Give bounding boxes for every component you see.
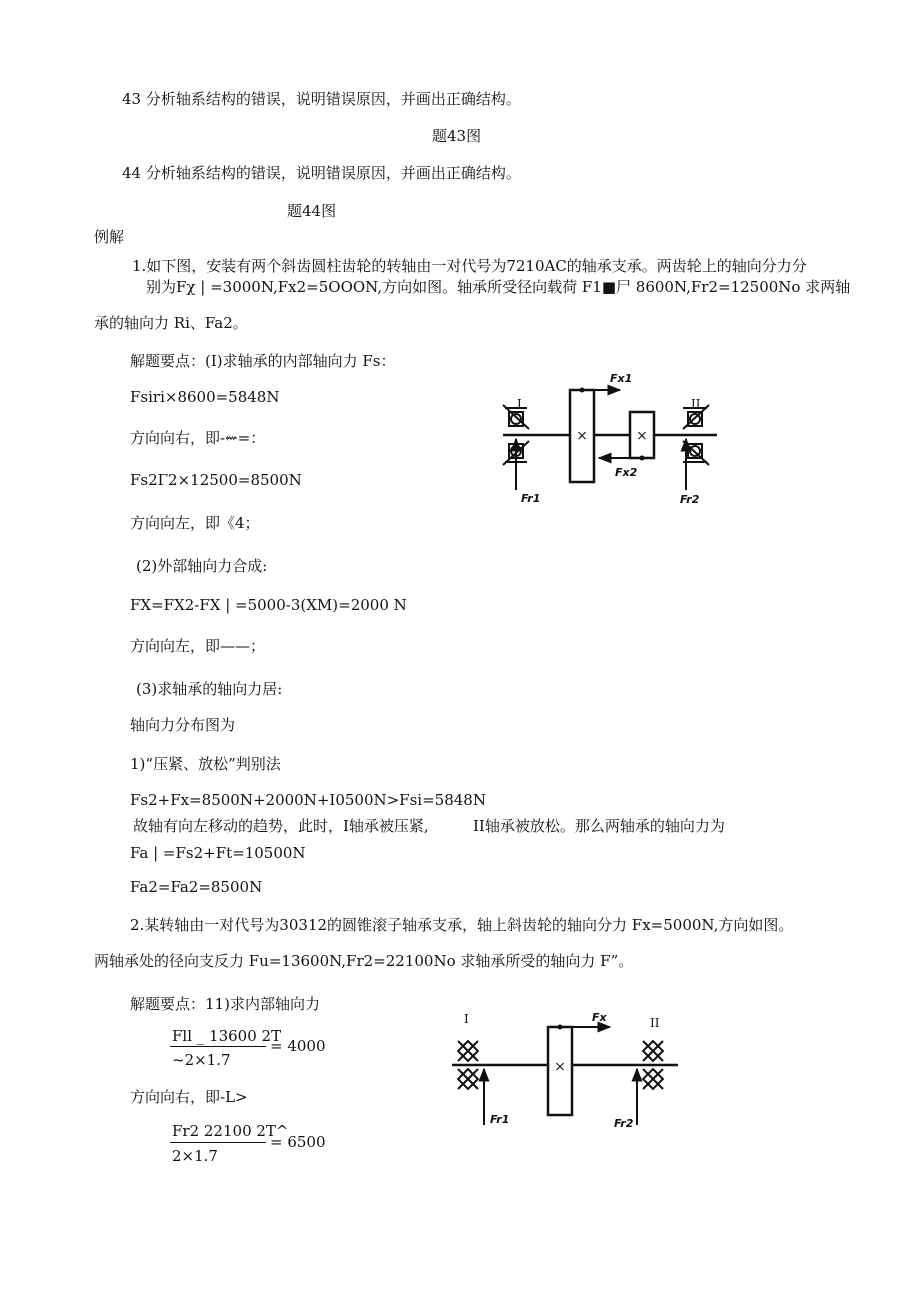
- svg-text:×: ×: [636, 428, 648, 444]
- diagram1-fx1-label: Fx1: [610, 372, 633, 385]
- ex1-line3: 承的轴向力 Ri、Fa2。: [94, 314, 248, 332]
- ex1-fx: FX=FX2-FX | =5000-3(XM)=2000 N: [130, 596, 407, 614]
- ex2-frac2-denominator: 2×1.7: [172, 1147, 218, 1165]
- ex2-frac1-numerator: Fll _ 13600 2T: [172, 1027, 282, 1045]
- ex1-method: 1)“压紧、放松”判别法: [130, 755, 281, 773]
- ex1-conclusion-b: II轴承被放松。那么两轴承的轴向力为: [473, 817, 725, 835]
- ex1-step2: (2)外部轴向力合成:: [136, 557, 268, 575]
- example-heading: 例解: [94, 228, 125, 246]
- ex2-key-points: 解题要点：11)求内部轴向力: [130, 995, 320, 1013]
- ex2-frac2-bar: [170, 1142, 266, 1143]
- diagram1-fx2-label: Fx2: [615, 466, 638, 479]
- ex2-dir1: 方向向右，即-L>: [130, 1088, 248, 1106]
- ex1-line1: 1.如下图，安装有两个斜齿圆柱齿轮的转轴由一对代号为7210AC的轴承支承。两齿轮上的轴向分力分: [132, 257, 807, 275]
- ex1-fa2: Fa2=Fa2=8500N: [130, 878, 263, 896]
- ex1-dir1: 方向向右，即-⇜=：: [130, 429, 266, 447]
- diagram2-fr2-label: Fr2: [614, 1117, 634, 1130]
- diagram2-bearing1-label: I: [464, 1012, 469, 1026]
- shaft-diagram-1: [495, 360, 725, 515]
- ex1-dir3: 方向向左，即——；: [130, 637, 266, 655]
- ex1-key-points: 解题要点：(I)求轴承的内部轴向力 Fs：: [130, 352, 396, 370]
- ex1-dir2: 方向向左，即《4；: [130, 514, 260, 532]
- ex2-frac2-numerator: Fr2 22100 2T^: [172, 1122, 289, 1140]
- ex1-conclusion-a: 故轴有向左移动的趋势，此时，I轴承被压紧,: [133, 817, 429, 835]
- svg-text:×: ×: [576, 428, 588, 444]
- ex2-frac1-denominator: ~2×1.7: [172, 1051, 231, 1069]
- diagram2-bearing2-label: II: [650, 1016, 660, 1030]
- diagram1-fr1-label: Fr1: [521, 492, 541, 505]
- ex1-line2: 别为Fχ | =3000N,Fx2=5OOON,方向如图。轴承所受径向载荷 F1■尸 8600N,Fr2=12500No 求两轴: [146, 278, 851, 296]
- diagram1-fr2-label: Fr2: [680, 493, 700, 506]
- diagram2-fr1-label: Fr1: [490, 1113, 510, 1126]
- ex1-fa1: Fa | =Fs2+Ft=10500N: [130, 844, 306, 862]
- ex2-frac2-value: = 6500: [270, 1133, 326, 1151]
- question-43: 43 分析轴系结构的错误，说明错误原因，并画出正确结构。: [122, 90, 521, 108]
- question-44: 44 分析轴系结构的错误，说明错误原因，并画出正确结构。: [122, 164, 521, 182]
- ex1-inequality: Fs2+Fx=8500N+2000N+I0500N>Fsi=5848N: [130, 791, 486, 809]
- ex1-distribution: 轴向力分布图为: [130, 716, 236, 734]
- ex1-fs2: Fs2Γ2×12500=8500N: [130, 471, 302, 489]
- diagram1-bearing1-label: I: [517, 397, 522, 411]
- ex1-fs1: Fsiri×8600=5848N: [130, 388, 280, 406]
- ex2-frac1-value: = 4000: [270, 1037, 326, 1055]
- ex2-line2: 两轴承处的径向支反力 Fu=13600N,Fr2=22100No 求轴承所受的轴向力 F”。: [94, 952, 634, 970]
- diagram2-fx-label: Fx: [592, 1011, 607, 1024]
- diagram1-bearing2-label: II: [691, 397, 701, 411]
- figure-43-caption: 题43图: [432, 127, 482, 145]
- gear: [548, 1025, 610, 1116]
- ex2-line1: 2.某转轴由一对代号为30312的圆锥滚子轴承支承，轴上斜齿轮的轴向分力 Fx=5000N,方向如图。: [130, 916, 794, 934]
- ex2-frac1-bar: [170, 1046, 266, 1047]
- shaft-diagram-2: [440, 1005, 690, 1135]
- figure-44-caption: 题44图: [287, 202, 337, 220]
- radial-load-arrows: [516, 439, 686, 490]
- svg-text:×: ×: [554, 1059, 566, 1075]
- ex1-step3: (3)求轴承的轴向力居:: [136, 680, 283, 698]
